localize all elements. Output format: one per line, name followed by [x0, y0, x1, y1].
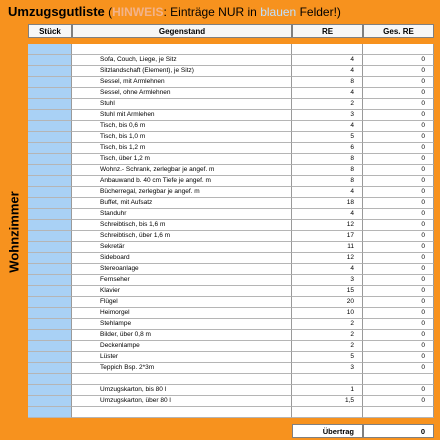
ges-re-cell[interactable]: 0	[363, 319, 434, 330]
stueck-input-cell[interactable]	[28, 55, 72, 66]
gegenstand-cell[interactable]: Tisch, bis 1,2 m	[72, 143, 292, 154]
table-row	[28, 385, 436, 396]
re-cell[interactable]: 4	[292, 264, 363, 275]
re-cell[interactable]: 4	[292, 66, 363, 77]
gegenstand-cell[interactable]: Klavier	[72, 286, 292, 297]
stueck-input-cell[interactable]	[28, 44, 72, 55]
ges-re-cell[interactable]: 0	[363, 88, 434, 99]
footer-spacer	[28, 424, 292, 438]
table-row	[28, 66, 436, 77]
stueck-input-cell[interactable]	[28, 110, 72, 121]
gegenstand-cell[interactable]: Tisch, über 1,2 m	[72, 154, 292, 165]
re-cell[interactable]: 2	[292, 319, 363, 330]
re-cell[interactable]: 6	[292, 143, 363, 154]
column-header-row	[0, 24, 440, 38]
footer-row	[28, 424, 436, 438]
ges-re-cell[interactable]	[363, 374, 434, 385]
ges-re-cell[interactable]: 0	[363, 330, 434, 341]
gegenstand-cell[interactable]: Buffet, mit Aufsatz	[72, 198, 292, 209]
ges-re-cell[interactable]: 0	[363, 154, 434, 165]
ges-re-cell[interactable]: 0	[363, 209, 434, 220]
ges-re-cell[interactable]: 0	[363, 308, 434, 319]
stueck-input-cell[interactable]	[28, 99, 72, 110]
stueck-input-cell[interactable]	[28, 396, 72, 407]
gegenstand-cell[interactable]: Schreibtisch, über 1,6 m	[72, 231, 292, 242]
table-row	[28, 44, 436, 55]
re-cell[interactable]: 2	[292, 341, 363, 352]
re-cell[interactable]: 17	[292, 231, 363, 242]
table-row	[28, 187, 436, 198]
re-cell[interactable]: 12	[292, 220, 363, 231]
ges-re-cell[interactable]: 0	[363, 143, 434, 154]
gegenstand-cell[interactable]: Deckenlampe	[72, 341, 292, 352]
gegenstand-cell[interactable]: Stuhl mit Armlehen	[72, 110, 292, 121]
gegenstand-cell[interactable]: Umzugskarton, über 80 l	[72, 396, 292, 407]
gegenstand-cell[interactable]: Anbauwand b. 40 cm Tiefe je angef. m	[72, 176, 292, 187]
ges-re-cell[interactable]	[363, 407, 434, 418]
re-cell[interactable]: 4	[292, 55, 363, 66]
re-cell[interactable]: 4	[292, 88, 363, 99]
gegenstand-cell[interactable]: Fernseher	[72, 275, 292, 286]
stueck-input-cell[interactable]	[28, 66, 72, 77]
re-cell[interactable]: 2	[292, 99, 363, 110]
table-row	[28, 176, 436, 187]
table-row	[28, 407, 436, 418]
gegenstand-cell[interactable]: Sessel, mit Armlehnen	[72, 77, 292, 88]
gegenstand-cell[interactable]: Tisch, bis 1,0 m	[72, 132, 292, 143]
uebertrag-value[interactable]: 0	[363, 424, 434, 438]
table-row	[28, 231, 436, 242]
stueck-input-cell[interactable]	[28, 297, 72, 308]
table-row	[28, 77, 436, 88]
stueck-input-cell[interactable]	[28, 264, 72, 275]
ges-re-cell[interactable]: 0	[363, 55, 434, 66]
stueck-input-cell[interactable]	[28, 121, 72, 132]
ges-re-cell[interactable]: 0	[363, 341, 434, 352]
ges-re-cell[interactable]: 0	[363, 363, 434, 374]
stueck-input-cell[interactable]	[28, 308, 72, 319]
gegenstand-cell[interactable]	[72, 44, 292, 55]
gegenstand-cell[interactable]: Sitzlandschaft (Element), je Sitz)	[72, 66, 292, 77]
stueck-input-cell[interactable]	[28, 374, 72, 385]
stueck-input-cell[interactable]	[28, 198, 72, 209]
table-row	[28, 143, 436, 154]
ges-re-cell[interactable]: 0	[363, 99, 434, 110]
uebertrag-label[interactable]: Übertrag	[292, 424, 363, 438]
ges-re-cell[interactable]: 0	[363, 286, 434, 297]
gegenstand-cell[interactable]: Schreibtisch, bis 1,6 m	[72, 220, 292, 231]
table-row	[28, 253, 436, 264]
table-row	[28, 275, 436, 286]
gegenstand-cell[interactable]: Teppich Bsp. 2*3m	[72, 363, 292, 374]
gegenstand-cell[interactable]: Sofa, Couch, Liege, je Sitz	[72, 55, 292, 66]
ges-re-cell[interactable]: 0	[363, 253, 434, 264]
re-cell[interactable]: 3	[292, 110, 363, 121]
table-row	[28, 352, 436, 363]
re-cell[interactable]: 8	[292, 154, 363, 165]
gegenstand-cell[interactable]: Stuhl	[72, 99, 292, 110]
stueck-input-cell[interactable]	[28, 242, 72, 253]
ges-re-cell[interactable]: 0	[363, 165, 434, 176]
gegenstand-cell[interactable]: Wohnz.- Schrank, zerlegbar je angef. m	[72, 165, 292, 176]
re-cell[interactable]: 8	[292, 77, 363, 88]
title-hint: HINWEIS	[112, 5, 164, 19]
table-row	[28, 198, 436, 209]
ges-re-cell[interactable]	[363, 44, 434, 55]
stueck-input-cell[interactable]	[28, 154, 72, 165]
stueck-input-cell[interactable]	[28, 88, 72, 99]
ges-re-cell[interactable]: 0	[363, 231, 434, 242]
stueck-input-cell[interactable]	[28, 209, 72, 220]
gegenstand-cell[interactable]: Stereoanlage	[72, 264, 292, 275]
gegenstand-cell[interactable]: Bücherregal, zerlegbar je angef. m	[72, 187, 292, 198]
stueck-input-cell[interactable]	[28, 143, 72, 154]
re-cell[interactable]: 10	[292, 308, 363, 319]
table-row	[28, 132, 436, 143]
re-cell[interactable]: 15	[292, 286, 363, 297]
re-cell[interactable]: 11	[292, 242, 363, 253]
stueck-input-cell[interactable]	[28, 275, 72, 286]
stueck-input-cell[interactable]	[28, 352, 72, 363]
room-label-cell[interactable]	[0, 40, 28, 424]
table-row	[28, 341, 436, 352]
stueck-input-cell[interactable]	[28, 220, 72, 231]
title-end: Felder!)	[296, 5, 341, 19]
gegenstand-cell[interactable]: Heimorgel	[72, 308, 292, 319]
ges-re-cell[interactable]: 0	[363, 132, 434, 143]
gegenstand-cell[interactable]	[72, 407, 292, 418]
table-row	[28, 308, 436, 319]
stueck-input-cell[interactable]	[28, 253, 72, 264]
ges-re-cell[interactable]: 0	[363, 187, 434, 198]
re-cell[interactable]: 12	[292, 253, 363, 264]
item-table	[28, 44, 436, 418]
table-row	[28, 319, 436, 330]
table-row	[28, 220, 436, 231]
ges-re-cell[interactable]: 0	[363, 385, 434, 396]
header-gegenstand[interactable]: Gegenstand	[72, 24, 292, 38]
table-row	[28, 363, 436, 374]
header-ges-re[interactable]: Ges. RE	[363, 24, 434, 38]
table-row	[28, 165, 436, 176]
ges-re-cell[interactable]: 0	[363, 396, 434, 407]
table-row	[28, 286, 436, 297]
header-spacer	[0, 24, 28, 38]
gegenstand-cell[interactable]	[72, 374, 292, 385]
re-cell[interactable]: 4	[292, 209, 363, 220]
stueck-input-cell[interactable]	[28, 187, 72, 198]
re-cell[interactable]: 3	[292, 363, 363, 374]
table-row	[28, 110, 436, 121]
stueck-input-cell[interactable]	[28, 407, 72, 418]
ges-re-cell[interactable]: 0	[363, 242, 434, 253]
table-row	[28, 55, 436, 66]
re-cell[interactable]: 5	[292, 352, 363, 363]
stueck-input-cell[interactable]	[28, 319, 72, 330]
ges-re-cell[interactable]: 0	[363, 66, 434, 77]
re-cell[interactable]: 1	[292, 385, 363, 396]
ges-re-cell[interactable]: 0	[363, 220, 434, 231]
header-stueck[interactable]: Stück	[28, 24, 72, 38]
title-mid: : Einträge NUR in	[163, 5, 261, 19]
sheet-title	[8, 2, 341, 22]
table-row	[28, 242, 436, 253]
title-paren: (	[104, 5, 113, 19]
ges-re-cell[interactable]: 0	[363, 352, 434, 363]
gegenstand-cell[interactable]: Umzugskarton, bis 80 l	[72, 385, 292, 396]
table-row	[28, 297, 436, 308]
gegenstand-cell[interactable]: Tisch, bis 0,6 m	[72, 121, 292, 132]
title-blue-word: blauen	[260, 5, 297, 19]
gegenstand-cell[interactable]: Standuhr	[72, 209, 292, 220]
re-cell[interactable]: 18	[292, 198, 363, 209]
room-label: Wohnzimmer	[6, 191, 22, 273]
re-cell[interactable]: 4	[292, 187, 363, 198]
re-cell[interactable]: 1,5	[292, 396, 363, 407]
re-cell[interactable]: 5	[292, 132, 363, 143]
re-cell[interactable]: 20	[292, 297, 363, 308]
re-cell[interactable]: 8	[292, 165, 363, 176]
stueck-input-cell[interactable]	[28, 231, 72, 242]
table-row	[28, 209, 436, 220]
re-cell[interactable]: 2	[292, 330, 363, 341]
table-row	[28, 264, 436, 275]
ges-re-cell[interactable]: 0	[363, 264, 434, 275]
table-row	[28, 154, 436, 165]
table-row	[28, 88, 436, 99]
re-cell[interactable]	[292, 374, 363, 385]
stueck-input-cell[interactable]	[28, 132, 72, 143]
ges-re-cell[interactable]: 0	[363, 176, 434, 187]
ges-re-cell[interactable]: 0	[363, 297, 434, 308]
table-row	[28, 99, 436, 110]
stueck-input-cell[interactable]	[28, 363, 72, 374]
gegenstand-cell[interactable]: Bilder, über 0,8 m	[72, 330, 292, 341]
ges-re-cell[interactable]: 0	[363, 121, 434, 132]
stueck-input-cell[interactable]	[28, 385, 72, 396]
table-row	[28, 374, 436, 385]
ges-re-cell[interactable]: 0	[363, 275, 434, 286]
stueck-input-cell[interactable]	[28, 176, 72, 187]
table-row	[28, 396, 436, 407]
header-re[interactable]: RE	[292, 24, 363, 38]
table-row	[28, 330, 436, 341]
stueck-input-cell[interactable]	[28, 330, 72, 341]
stueck-input-cell[interactable]	[28, 165, 72, 176]
ges-re-cell[interactable]: 0	[363, 198, 434, 209]
ges-re-cell[interactable]: 0	[363, 110, 434, 121]
stueck-input-cell[interactable]	[28, 341, 72, 352]
ges-re-cell[interactable]: 0	[363, 77, 434, 88]
gegenstand-cell[interactable]: Stehlampe	[72, 319, 292, 330]
re-cell[interactable]	[292, 407, 363, 418]
re-cell[interactable]: 8	[292, 176, 363, 187]
gegenstand-cell[interactable]: Sessel, ohne Armlehnen	[72, 88, 292, 99]
table-row	[28, 121, 436, 132]
gegenstand-cell[interactable]: Sekretär	[72, 242, 292, 253]
gegenstand-cell[interactable]: Lüster	[72, 352, 292, 363]
stueck-input-cell[interactable]	[28, 286, 72, 297]
gegenstand-cell[interactable]: Sideboard	[72, 253, 292, 264]
re-cell[interactable]: 4	[292, 121, 363, 132]
title-main: Umzugsgutliste	[8, 4, 105, 19]
re-cell[interactable]	[292, 44, 363, 55]
re-cell[interactable]: 3	[292, 275, 363, 286]
gegenstand-cell[interactable]: Flügel	[72, 297, 292, 308]
stueck-input-cell[interactable]	[28, 77, 72, 88]
